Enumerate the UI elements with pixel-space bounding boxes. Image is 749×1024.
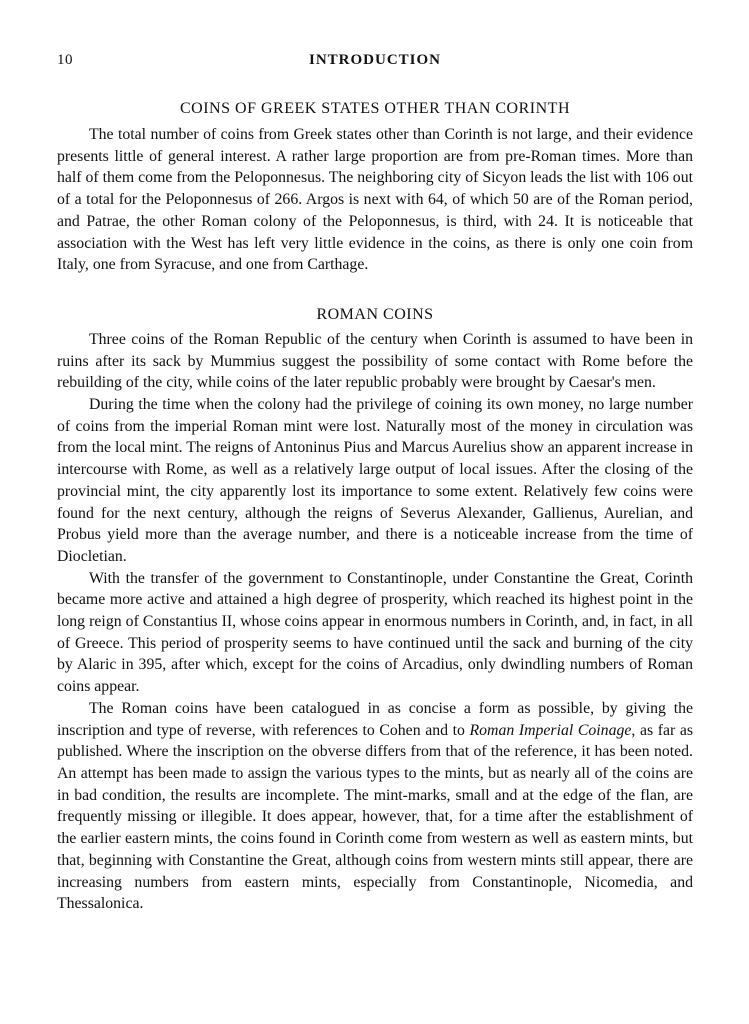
paragraph-colony-coining: During the time when the colony had the privilege of coining its own money, no large number of coins from the imperial Roman mint were lost. Naturally most of the money in circulation was from the local mint. The reigns of Antoninus Pius and Marcus Aurelius show an apparent increase in intercourse with Rome, as well as a relatively large output of local issues. After the closing of the provincial mint, the city apparently lost its importance to some extent. Relatively few coins were found for the next century, although the reigns of Severus Alexander, Gallienus, Aurelian, and Probus yield more than the average number, and there is a noticeable increase from the time of Diocletian. <box>57 396 693 565</box>
catalogue-text-end: , as far as published. Where the inscription on the obverse differs from that of the reference, it has been noted. An attempt has been made to assign the various types to the mints, but as nearly all of the coins are in bad condition, the results are incomplete. The mint-marks, small and at the edge of the flan, are frequently missing or illegible. It does appear, however, that, for a time after the establishment of the earlier eastern mints, the coins found in Corinth come from western as well as eastern mints, but that, beginning with Constantine the Great, although coins from western mints still appear, there are increasing numbers from eastern mints, especially from Constantinople, Nicomedia, and Thessalonica. <box>57 721 693 913</box>
page-number: 10 <box>57 52 73 68</box>
section-heading-greek-states: COINS OF GREEK STATES OTHER THAN CORINTH <box>180 100 570 117</box>
catalogue-text-start: The Roman coins have been catalogued in as concise a form as possible, by giving the inscription and type of reverse, with references to Cohen and to <box>57 699 693 739</box>
document-page <box>57 52 693 915</box>
paragraph-greek-states: The total number of coins from Greek states other than Corinth is not large, and their evidence presents little of general interest. A rather large proportion are from pre-Roman times. More than half of them come from the Peloponnesus. The neighboring city of Sicyon leads the list with 106 out of a total for the Peloponnesus of 266. Argos is next with 64, of which 50 are of the Roman period, and Patrae, the other Roman colony of the Peloponnesus, is third, with 24. It is noticeable that association with the West has left very little evidence in the coins, as there is only one coin from Italy, one from Syracuse, and one from Carthage. <box>57 126 693 274</box>
roman-imperial-coinage-title: Roman Imperial Coinage <box>469 721 632 739</box>
paragraph-catalogue-method <box>57 698 693 915</box>
running-title: INTRODUCTION <box>308 52 441 68</box>
paragraph-constantinople: With the transfer of the government to Constantinople, under Constantine the Great, Corinth became more active and attained a high degree of prosperity, which reached its highest point in the long reign of Constantius II, whose coins appear in enormous numbers in Corinth, and, in fact, in all of Greece. This period of prosperity seems to have continued until the sack and burning of the city by Alaric in 395, after which, except for the coins of Arcadius, only dwindling numbers of Roman coins appear. <box>57 569 693 696</box>
running-header <box>57 52 693 74</box>
paragraph-roman-republic: Three coins of the Roman Republic of the century when Corinth is assumed to have been in ruins after its sack by Mummius suggest the possibility of some contact with Rome before the rebuilding of the city, while coins of the later republic probably were brought by Caesar's men. <box>57 330 693 392</box>
section-heading-roman-coins: ROMAN COINS <box>316 305 434 323</box>
